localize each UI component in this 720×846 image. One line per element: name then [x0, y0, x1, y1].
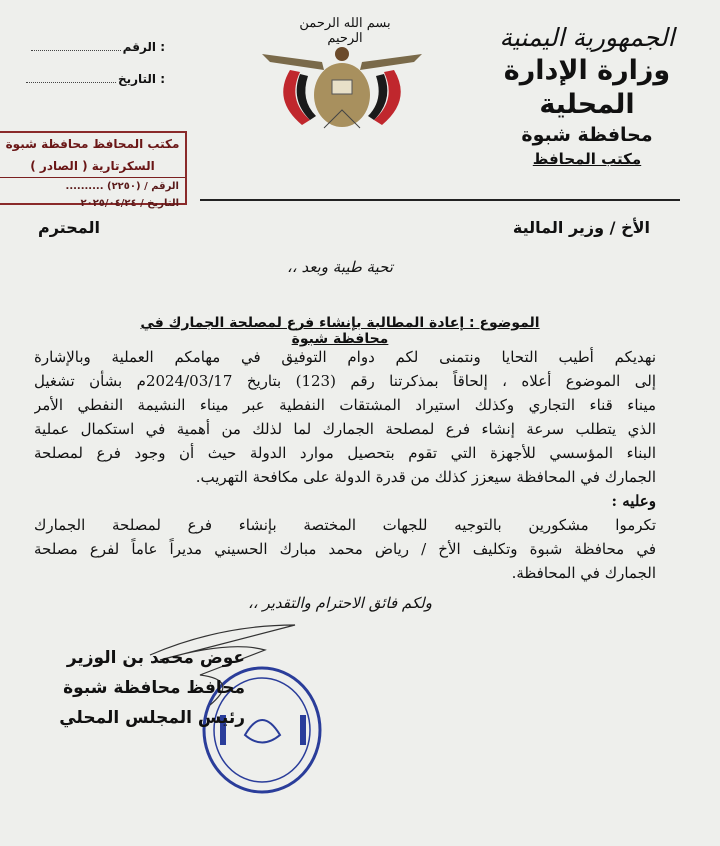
outgoing-stamp: [0, 131, 187, 209]
number-dots: [31, 50, 121, 51]
stamp-number-value: (٢٢٥٠): [107, 181, 141, 192]
addressee: الأخ / وزير المالية: [512, 218, 650, 237]
signatory-title: محافظ محافظة شبوة: [63, 678, 245, 698]
signatory-role: رئيس المجلس المحلي: [59, 708, 245, 728]
letterhead: [472, 22, 702, 170]
body-line: وعليه :: [611, 492, 656, 510]
greeting: تحية طيبة وبعد ،،: [287, 258, 393, 276]
governorate-name: محافظة شبوة: [521, 124, 653, 146]
body-line: ميناء قناء التجاري وكذلك استيراد المشتقات النفطية عبر ميناء النشيمة النفطي الأمر: [34, 396, 656, 414]
body-line: نهديكم أطيب التحايا ونتمنى لكم دوام التوفيق في مهامكم العملية وبالإشارة: [34, 348, 656, 366]
closing: ولكم فائق الاحترام والتقدير ،،: [248, 594, 432, 612]
header-divider: [200, 199, 680, 201]
stamp-number: الرقم / (٢٢٥٠) ..........: [65, 181, 179, 192]
date-label: : التاريخ: [117, 72, 165, 86]
stamp-date: [0, 195, 185, 212]
body-line: البناء المؤسسي للأجهزة التي تقوم بتحصيل موارد الدولة حيث أن وجود فرع لمصلحة: [34, 444, 656, 462]
body-line: الجمارك في المحافظة سيعزز كذلك من قدرة الدولة على مكافحة التهريب.: [195, 468, 656, 486]
honorific: المحترم: [38, 218, 100, 237]
date-dots: [26, 82, 116, 83]
subject: الموضوع : إعادة المطالبة بإنشاء فرع لمصلحة الجمارك في محافظة شبوة: [140, 315, 540, 347]
letter-body: [34, 345, 656, 585]
body-line: إلى الموضوع أعلاه ، إلحاقاً بمذكرتنا رقم (123) بتاريخ 2024/03/17م بشأن تشغيل: [34, 372, 656, 390]
signatory-name: عوض محمد بن الوزير: [66, 648, 245, 668]
basmala: بسم الله الرحمن الرحيم: [299, 16, 391, 46]
ministry-name: وزارة الإدارة المحلية: [503, 55, 671, 120]
country-name: الجمهورية اليمنية: [499, 23, 675, 52]
stamp-date-value: ٢٠٢٥/٠٤/٢٤: [80, 198, 137, 209]
body-line: الذي يتطلب سرعة إنشاء فرع لمصلحة الجمارك لما لذلك من أهمية في استكمال عملية: [34, 420, 656, 438]
office-name: مكتب المحافظ: [532, 150, 642, 168]
stamp-subtitle: السكرتارية ( الصادر ): [0, 155, 185, 178]
body-line: تكرموا مشكورين بالتوجيه للجهات المختصة بإنشاء فرع لمصلحة الجمارك: [34, 516, 656, 534]
stamp-title: مكتب المحافظ محافظة شبوة: [5, 137, 180, 151]
body-line: الجمارك في المحافظة.: [511, 564, 656, 582]
date-field: [26, 72, 165, 86]
stamp-date-label: التاريخ /: [140, 198, 179, 209]
number-field: [31, 40, 165, 54]
number-label: : الرقم: [122, 40, 165, 54]
body-line: في محافظة شبوة وتكليف الأخ / رياض محمد مبارك الحسيني مديراً عاماً لفرع مصلحة: [34, 540, 656, 558]
stamp-number-label: الرقم /: [144, 181, 179, 192]
yemen-emblem-icon: [262, 40, 422, 135]
